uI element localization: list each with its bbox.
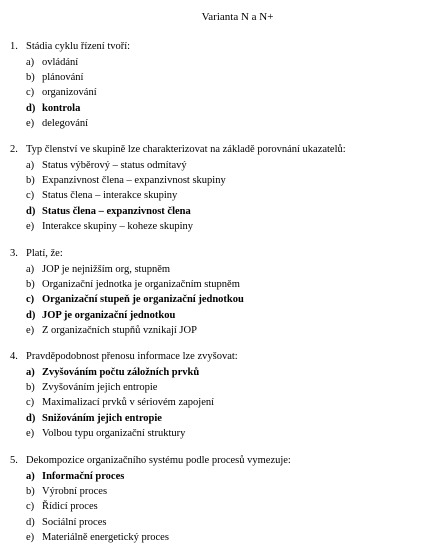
answer-text: Status výběrový – status odmítavý [42,160,187,171]
answer-letter: c) [26,294,35,306]
answer-text: Organizační stupeň je organizační jednotkou [42,294,244,306]
answer-letter: e) [26,324,35,336]
answer-text: Volbou typu organizační struktury [42,427,186,439]
answer-list [10,262,429,338]
answer-text: Organizační jednotka je organizačním stupněm [42,279,240,291]
answer-option [10,530,429,545]
question-text: Platí, že: [26,248,63,259]
question-text: Stádia cyklu řízení tvoří: [26,41,131,52]
answer-list [10,365,429,441]
answer-option [10,116,429,131]
answer-list [10,55,429,131]
document-title: Varianta N a N+ [201,11,274,23]
answer-text: Maximalizací prvků v sériovém zapojení [42,397,215,409]
question-number: 1. [10,41,18,52]
answer-option [10,515,429,530]
answer-list [10,469,429,545]
answer-text: Sociální proces [42,516,107,528]
answer-letter: a) [26,160,35,171]
answer-text: plánování [42,72,84,84]
answer-option [10,55,429,70]
answer-option-correct [10,365,429,380]
answer-text: kontrola [42,102,81,114]
answer-letter: d) [26,205,36,217]
question-2 [10,142,429,234]
answer-option [10,219,429,234]
answer-option [10,173,429,188]
answer-letter: c) [26,501,35,513]
answer-letter: e) [26,531,35,543]
answer-option-correct [10,411,429,426]
answer-text: Zvyšováním počtu záložních prvků [42,367,200,378]
answer-letter: e) [26,117,35,129]
answer-option [10,323,429,338]
answer-letter: e) [26,220,35,232]
answer-letter: a) [26,471,35,482]
answer-letter: b) [26,279,35,291]
answer-text: ovládání [42,57,79,68]
answer-option [10,70,429,85]
answer-text: JOP je nejnižším org, stupněm [42,264,171,275]
question-5-line [10,453,429,468]
answer-letter: b) [26,175,35,187]
question-text: Dekompozice organizačního systému podle procesů vymezuje: [26,455,291,466]
answer-text: Zvyšováním jejich entropie [42,382,158,394]
answer-text: organizování [42,87,97,99]
answer-option [10,262,429,277]
question-2-line [10,142,429,157]
question-text: Typ členství ve skupině lze charakterizovat na základě porovnání ukazatelů: [26,144,346,155]
answer-letter: a) [26,57,35,68]
answer-letter: d) [26,412,36,424]
answer-letter: c) [26,190,35,202]
question-text: Pravděpodobnost přenosu informace lze zvyšovat: [26,351,238,362]
question-3-line [10,246,429,261]
answer-option [10,380,429,395]
answer-option [10,277,429,292]
answer-option [10,188,429,203]
answer-text: Výrobní proces [42,486,108,498]
answer-letter: b) [26,72,35,84]
answer-option [10,426,429,441]
answer-letter: c) [26,397,35,409]
answer-option-correct [10,308,429,323]
answer-letter: a) [26,367,35,378]
answer-letter: d) [26,102,36,114]
question-1-line [10,39,429,54]
answer-text: Status člena – interakce skupiny [42,190,178,202]
answer-text: Interakce skupiny – koheze skupiny [42,220,194,232]
question-number: 4. [10,351,18,362]
answer-option [10,395,429,410]
answer-text: Snižováním jejich entropie [42,412,162,424]
answer-letter: b) [26,486,35,498]
answer-text: Status člena – expanzivnost člena [42,205,191,217]
answer-text: Z organizačních stupňů vznikají JOP [42,324,197,336]
answer-text: Řídicí proces [42,501,98,513]
answer-text: Expanzivnost člena – expanzivnost skupiny [42,175,226,187]
answer-letter: b) [26,382,35,394]
answer-option-correct [10,469,429,484]
question-number: 3. [10,248,18,259]
answer-option-correct [10,204,429,219]
answer-text: Informační proces [42,471,125,482]
answer-option [10,158,429,173]
question-number: 2. [10,144,18,155]
answer-option-correct [10,292,429,307]
answer-list [10,158,429,234]
answer-text: JOP je organizační jednotkou [42,309,176,321]
answer-letter: d) [26,309,36,321]
answer-option [10,85,429,100]
question-3 [10,246,429,338]
answer-option [10,499,429,514]
answer-text: delegování [42,117,89,129]
question-number: 5. [10,455,18,466]
answer-letter: a) [26,264,35,275]
answer-option [10,484,429,499]
answer-letter: d) [26,516,35,528]
question-4 [10,349,429,441]
answer-option-correct [10,101,429,116]
question-1 [10,39,429,131]
question-5 [10,453,429,545]
answer-letter: c) [26,87,35,99]
answer-text: Materiálně energetický proces [42,531,169,543]
answer-letter: e) [26,427,35,439]
question-4-line [10,349,429,364]
